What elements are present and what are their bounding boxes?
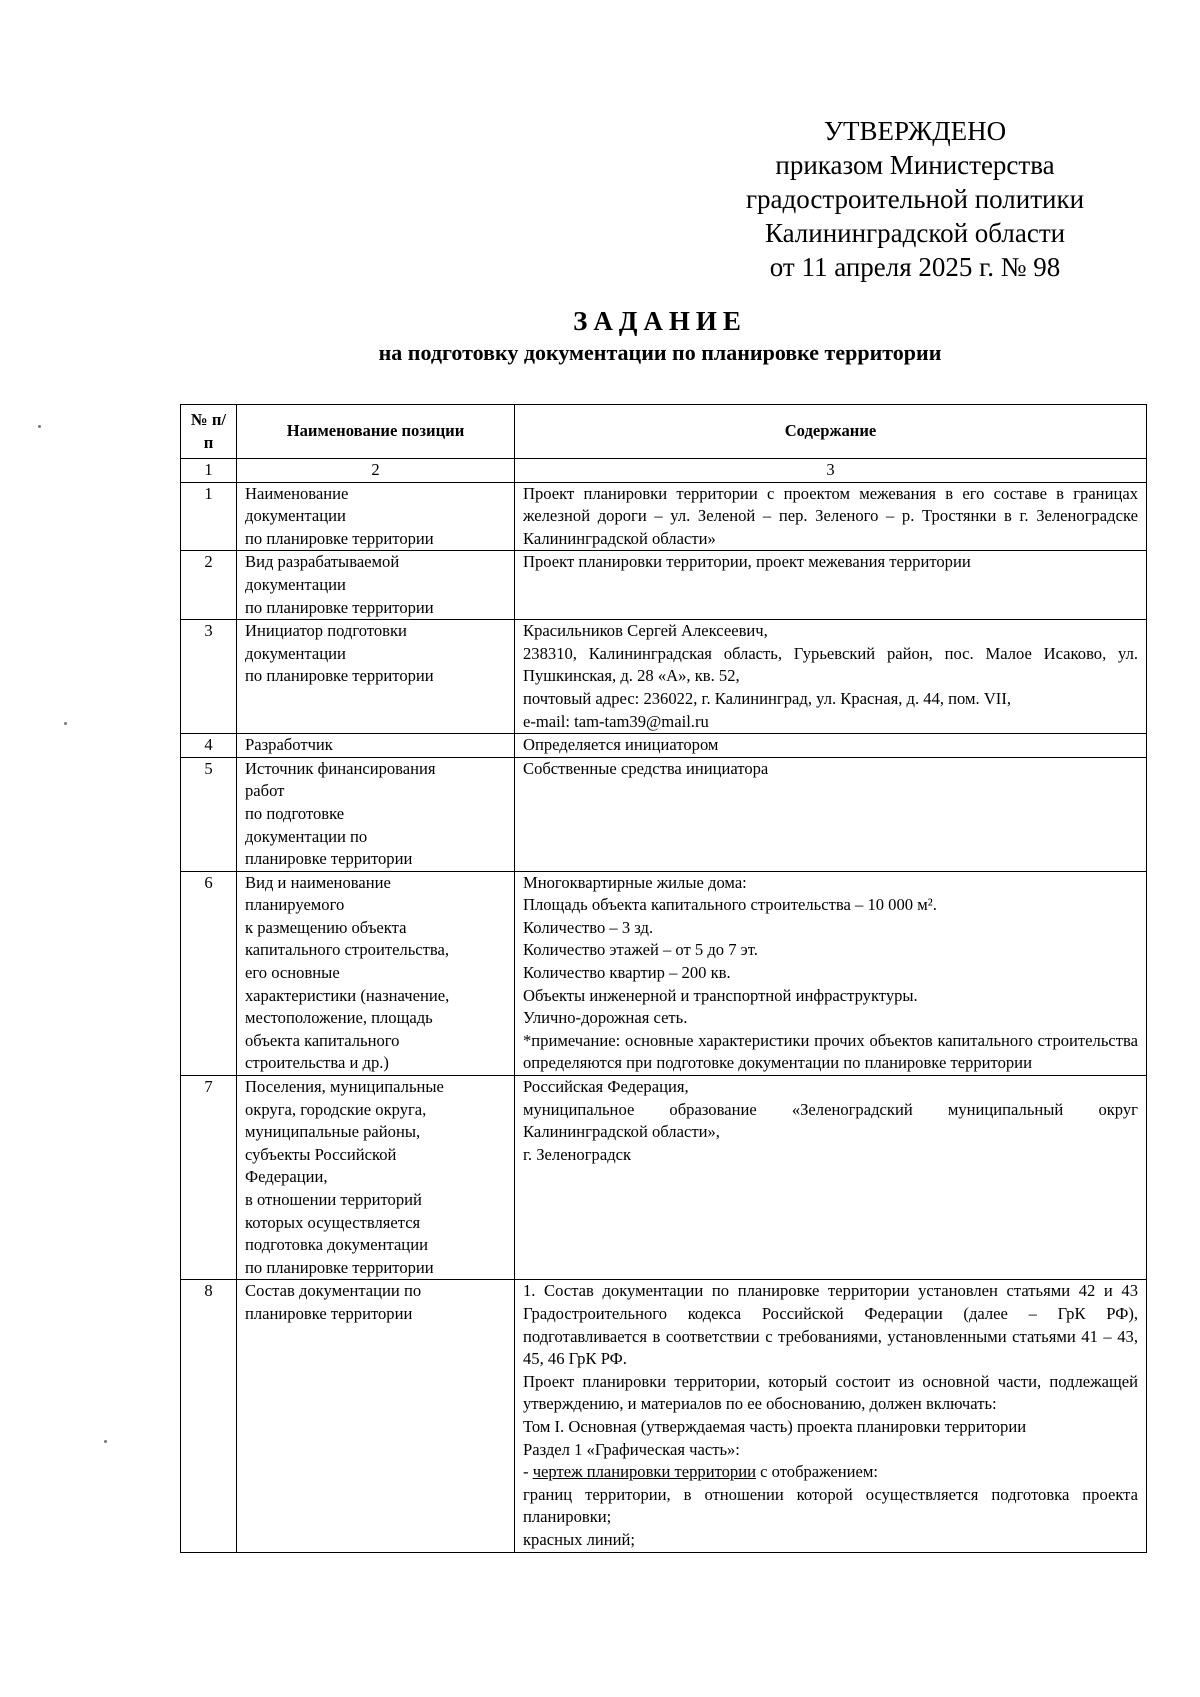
row-name: [237, 734, 515, 758]
composition-paragraph-2: Проект планировки территории, который состоит из основной части, подлежащей утверждению, и материалов по ее обоснованию, должен включать:: [523, 1371, 1138, 1414]
row-content-line: e-mail: tam-tam39@mail.ru: [523, 711, 709, 731]
row-name-line: которых осуществляется: [245, 1212, 421, 1232]
row-content: [515, 871, 1147, 1075]
row-content-line: Российская Федерация,: [523, 1077, 689, 1097]
header-content: Содержание: [515, 405, 1147, 459]
row-number: 8: [181, 1280, 237, 1552]
row-content-line: Определяется инициатором: [523, 735, 719, 755]
row-content: [515, 482, 1147, 551]
table-index-row: [181, 459, 1147, 483]
row-name-line: по подготовке: [245, 803, 345, 823]
row-number: 3: [181, 620, 237, 734]
row-number: 1: [181, 482, 237, 551]
table-row: [181, 1280, 1147, 1552]
row-content-line: г. Зеленоградск: [523, 1144, 632, 1164]
row-name-line: по планировке территории: [245, 1257, 434, 1277]
document-title: ЗАДАНИЕ: [573, 306, 747, 336]
row-content: [515, 757, 1147, 871]
row-name: [237, 871, 515, 1075]
planning-drawing-term: чертеж планировки территории: [532, 1462, 756, 1482]
table-row: [181, 620, 1147, 734]
row-content-line: Проект планировки территории с проектом межевания в его составе в границах железной дороги – ул. Зеленой – пер. Зеленого – р. Тростянки в г. Зеленоградске Калининградской области»: [523, 483, 1138, 548]
row-content-line: Площадь объекта капитального строительства – 10 000 м².: [523, 895, 937, 915]
row-number: 5: [181, 757, 237, 871]
row-content-line: Многоквартирные жилые дома:: [523, 872, 747, 892]
index-cell: 3: [515, 459, 1147, 483]
row-name-line: документации: [245, 574, 346, 594]
row-name-line: Разработчик: [245, 735, 333, 755]
row-name-line: субъекты Российской: [245, 1144, 397, 1164]
row-name-line: его основные: [245, 963, 340, 983]
row-name-line: планируемого: [245, 895, 345, 915]
approval-title: УТВЕРЖДЕНО: [823, 116, 1007, 146]
row-name-line: по планировке территории: [245, 666, 434, 686]
row-name: [237, 757, 515, 871]
row-name-line: к размещению объекта: [245, 917, 407, 937]
table-row: [181, 734, 1147, 758]
row-content-line: Объекты инженерной и транспортной инфраструктуры.: [523, 985, 918, 1005]
row-name-line: в отношении территорий: [245, 1190, 422, 1209]
row-name-line: Вид разрабатываемой: [245, 552, 400, 572]
index-cell: 2: [237, 459, 515, 483]
row-name: [237, 1076, 515, 1280]
header-num: № п/п: [181, 405, 237, 459]
row-name-line: по планировке территории: [245, 528, 434, 548]
row-name: [237, 1280, 515, 1552]
row-name: [237, 482, 515, 551]
row-number: 4: [181, 734, 237, 758]
table-row: [181, 482, 1147, 551]
row-name-line: округа, городские округа,: [245, 1099, 427, 1119]
row-content: [515, 1076, 1147, 1280]
row-content: [515, 1280, 1147, 1552]
table-row: [181, 1076, 1147, 1280]
approval-line-1: приказом Министерства: [775, 150, 1055, 180]
row-content-line: *примечание: основные характеристики прочих объектов капитального строительства определяются при подготовке документации по планировке территории: [523, 1030, 1138, 1073]
row-number: 7: [181, 1076, 237, 1280]
row-number: 6: [181, 871, 237, 1075]
composition-paragraph-6: границ территории, в отношении которой осуществляется подготовка проекта планировки;: [523, 1484, 1138, 1527]
row-content: [515, 620, 1147, 734]
row-content-line: Собственные средства инициатора: [523, 758, 769, 778]
row-name-line: Вид и наименование: [245, 872, 391, 892]
table-row: [181, 757, 1147, 871]
row-name-line: работ: [245, 781, 285, 801]
row-content-line: Проект планировки территории, проект межевания территории: [523, 552, 971, 572]
approval-line-2: градостроительной политики: [745, 184, 1085, 214]
approval-line-4: от 11 апреля 2025 г. № 98: [769, 252, 1061, 282]
list-suffix: с отображением:: [756, 1462, 879, 1482]
row-name-line: капитального строительства,: [245, 940, 450, 960]
row-name-line: Наименование: [245, 483, 349, 503]
composition-paragraph-1: 1. Состав документации по планировке территории установлен статьями 42 и 43 Градостроительного кодекса Российской Федерации (далее – ГрК РФ), подготавливается в соответствии с требованиями, установленными статьями 41 – 43, 45, 46 ГрК РФ.: [523, 1281, 1138, 1369]
row-name-line: местоположение, площадь: [245, 1008, 433, 1028]
row-name-line: Поселения, муниципальные: [245, 1077, 444, 1097]
list-dash: -: [523, 1462, 533, 1482]
approval-block: [700, 114, 1130, 284]
composition-paragraph-7: красных линий;: [523, 1529, 635, 1549]
row-name: [237, 620, 515, 734]
row-content-line: Улично-дорожная сеть.: [523, 1008, 688, 1028]
row-name-line: планировке территории: [245, 849, 413, 869]
row-content-line: Количество – 3 зд.: [523, 917, 654, 937]
row-content-line: почтовый адрес: 236022, г. Калининград, ул. Красная, д. 44, пом. VII,: [523, 688, 1012, 708]
row-name-line: планировке территории: [245, 1303, 413, 1323]
row-name-line: документации: [245, 643, 346, 663]
document-subtitle: на подготовку документации по планировке территории: [378, 340, 942, 365]
composition-paragraph-3: Том I. Основная (утверждаемая часть) проекта планировки территории: [523, 1416, 1027, 1436]
row-content: [515, 551, 1147, 620]
header-name: Наименование позиции: [237, 405, 515, 459]
row-name-line: муниципальные районы,: [245, 1122, 421, 1142]
table-row: [181, 871, 1147, 1075]
scan-speck: [38, 425, 41, 428]
row-name-line: Федерации,: [245, 1167, 328, 1187]
composition-paragraph-5: [523, 1461, 1138, 1484]
row-name-line: подготовка документации: [245, 1235, 428, 1255]
row-content-line: муниципальное образование «Зеленоградский муниципальный округ Калининградской области»,: [523, 1099, 1138, 1142]
row-name-line: Источник финансирования: [245, 758, 436, 778]
row-content-line: 238310, Калининградская область, Гурьевский район, пос. Малое Исаково, ул. Пушкинская, д. 28 «А», кв. 52,: [523, 643, 1138, 686]
row-name-line: Состав документации по: [245, 1281, 422, 1301]
row-name-line: объекта капитального: [245, 1030, 400, 1050]
row-name: [237, 551, 515, 620]
table-row: [181, 551, 1147, 620]
composition-paragraph-4: Раздел 1 «Графическая часть»:: [523, 1439, 740, 1459]
row-number: 2: [181, 551, 237, 620]
table-header-row: [181, 405, 1147, 459]
approval-line-3: Калининградской области: [764, 218, 1066, 248]
row-name-line: документации: [245, 506, 346, 526]
row-content-line: Количество этажей – от 5 до 7 эт.: [523, 940, 758, 960]
row-name-line: характеристики (назначение,: [245, 985, 450, 1005]
task-table: [180, 404, 1147, 1553]
scan-speck: [64, 722, 67, 725]
row-content: [515, 734, 1147, 758]
row-name-line: по планировке территории: [245, 597, 434, 617]
row-name-line: документации по: [245, 826, 368, 846]
row-content-line: Количество квартир – 200 кв.: [523, 963, 731, 983]
scan-speck: [104, 1440, 107, 1443]
row-name-line: Инициатор подготовки: [245, 621, 407, 641]
row-content-line: Красильников Сергей Алексеевич,: [523, 621, 768, 641]
row-name-line: строительства и др.): [245, 1053, 389, 1073]
index-cell: 1: [181, 459, 237, 483]
